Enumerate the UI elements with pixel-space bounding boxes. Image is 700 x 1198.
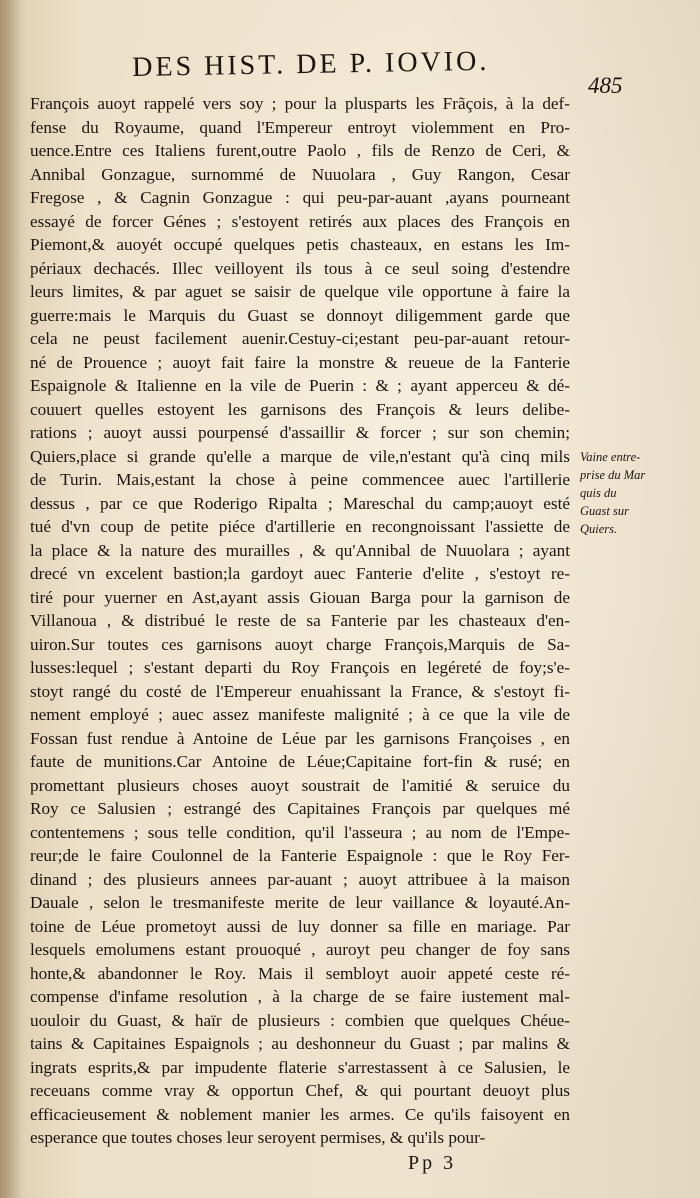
text-line: toine de Léue prometoyt aussi de luy donner sa fille en mariage. Par (30, 916, 570, 936)
margin-note-line: Guast sur (580, 504, 629, 518)
text-line: Annibal Gonzague, surnommé de Nuuolara , Guy Rangon, Cesar (30, 164, 570, 184)
text-line: fense du Royaume, quand l'Empereur entroyt violemment en Pro- (30, 117, 570, 137)
text-line: uouloir du Guast, & haïr de plusieurs : combien que quelques Chéue- (30, 1010, 570, 1030)
margin-note-line: quis du (580, 486, 617, 500)
text-line: compense d'infame resolution , à la charge de se faire iustement mal- (30, 987, 570, 1006)
text-line: essayé de forcer Génes ; s'estoyent retirés aux places des François en (30, 211, 570, 231)
text-line: cela ne peust facilement auenir.Cestuy-ci;estant peu-par-auant retour- (30, 329, 570, 348)
margin-note-line: Vaine entre- (580, 450, 641, 464)
text-line: tains & Capitaines Espaignols ; au deshonneur du Guast ; par malins & (30, 1034, 570, 1053)
text-line: lesquels emolumens estant prouoqué , auroyt peu changer de foy sans (30, 940, 570, 959)
text-line: nement employé ; auec assez manifeste malignité ; à ce que la vile de (30, 705, 570, 724)
text-line: receuans comme vray & opportun Chef, & qui pourtant deuoyt plus (30, 1081, 570, 1100)
text-line: tué d'vn coup de petite piéce d'artillerie en recongnoissant l'assiette de (30, 517, 570, 536)
page-gutter-shadow (0, 0, 22, 1198)
text-line: faute de munitions.Car Antoine de Léue;Capitaine fort-fin & rusé; en (30, 752, 570, 771)
body-text (30, 92, 570, 1150)
text-line: guerre:mais le Marquis du Guast se donnoyt diligemment garde que (30, 305, 570, 325)
text-line: de Turin. Mais,estant la chose à peine commencee auec l'artillerie (30, 470, 570, 489)
text-line: Fregose , & Cagnin Gonzague : qui peu-par-auant ,ayans pourneant (30, 188, 570, 207)
text-line: drecé vn excelent bastion;la gardoyt auec Fanterie d'elite , s'estoyt re- (30, 564, 570, 583)
text-line: Quiers,place si grande qu'elle a marque de vile,n'estant qu'à cinq mils (30, 446, 570, 466)
margin-note (580, 448, 690, 538)
text-line: tiré pour yuerner en Ast,ayant assis Giouan Barga pour la garnison de (30, 587, 570, 607)
text-line: né de Prouence ; auoyt fait faire la monstre & reueue de la Fanterie (30, 352, 570, 372)
margin-note-line: prise du Mar (580, 468, 646, 482)
text-line: contentemens ; sous telle condition, qu'il l'asseura ; au nom de l'Empe- (30, 822, 570, 842)
text-line: lusses:lequel ; s'estant departi du Roy François en legéreté de foy;s'e- (30, 658, 570, 677)
text-line: promettant plusieurs choses auoyt soustrait de l'amitié & seruice du (30, 775, 570, 795)
signature-mark: Pp 3 (408, 1152, 457, 1174)
text-line: ingrats esprits,& par impudente flaterie s'arrestassent à ce Salusien, le (30, 1057, 570, 1077)
text-line: Villanoua , & distribué le reste de sa Fanterie par les chasteaux d'en- (30, 611, 570, 630)
text-line: Dauale , selon le tresmanifeste merite de leur vaillance & loyauté.An- (30, 893, 570, 912)
page-number: 485 (588, 73, 623, 98)
text-line: la place & la nature des murailles , & qu'Annibal de Nuuolara ; ayant (30, 540, 570, 560)
text-line: uence.Entre ces Italiens furent,outre Paolo , fils de Renzo de Ceri, & (30, 141, 570, 160)
text-line: stoyt rangé du costé de l'Empereur enuahissant la France, & s'estoyt fi- (30, 681, 570, 701)
text-line: couuert quelles estoyent les garnisons des François & leurs delibe- (30, 399, 570, 419)
text-line: dinand ; des plusieurs annees par-auant ; auoyt attribuee à la maison (30, 869, 570, 889)
margin-note-line: Quiers. (580, 522, 618, 536)
text-line: Fossan fust rendue à Antoine de Léue par les garnisons Françoises , en (30, 728, 570, 748)
text-line: Espaignole & Italienne en la vile de Puerin : & ; ayant apperceu & dé- (30, 376, 570, 395)
text-line: efficacieusement & noblement manier les armes. Ce qu'ils faisoyent en (30, 1104, 570, 1124)
text-line: reur;de le faire Coulonnel de la Fanterie Espaignole : que le Roy Fer- (30, 846, 570, 865)
text-line: dessus , par ce que Roderigo Ripalta ; Mareschal du camp;auoyt esté (30, 493, 570, 513)
text-line: François auoyt rappelé vers soy ; pour la plusparts les Frãçois, à la def- (30, 94, 570, 113)
text-line: leurs limites, & par aguet se saisir de quelque vile opportune à faire la (30, 282, 570, 301)
text-line: esperance que toutes choses leur seroyent permises, & qu'ils pour- (30, 1128, 486, 1147)
text-line: rations ; auoyt aussi pourpensé d'assaillir & forcer ; sur son chemin; (30, 423, 570, 442)
running-head: DES HIST. DE P. IOVIO. (131, 45, 490, 83)
text-line: uiron.Sur toutes ces garnisons auoyt charge François,Marquis de Sa- (30, 634, 570, 654)
text-line: Roy ce Salusien ; estrangé des Capitaines François par quelques mé (30, 799, 570, 818)
text-line: périaux dechacés. Illec veilloyent ils tous à ce seul soing d'estendre (30, 258, 570, 278)
text-line: Piemont,& auoyét occupé quelques petis chasteaux, en estans les Im- (30, 235, 570, 254)
text-line: honte,& abandonner le Roy. Mais il sembloyt auoir appeté ceste ré- (30, 963, 570, 983)
